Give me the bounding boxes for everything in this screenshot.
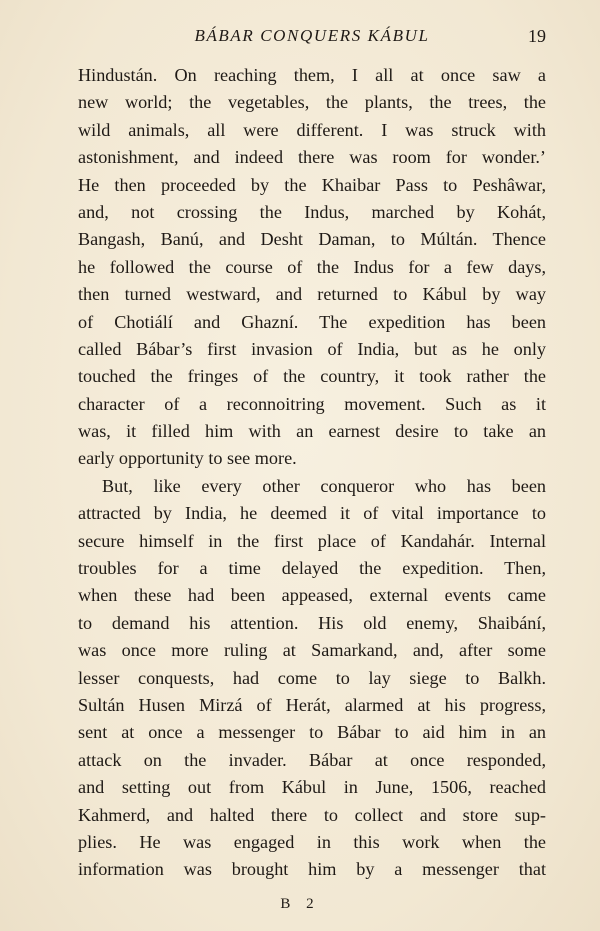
text-line: touched the fringes of the country, it took rather the	[78, 366, 546, 387]
text-line: attack on the invader. Bábar at once responded,	[78, 749, 546, 770]
text-line: new world; the vegetables, the plants, the trees, the	[78, 92, 546, 113]
text-line: to demand his attention. His old enemy, Shaibání,	[78, 612, 546, 633]
running-head	[78, 26, 546, 50]
page-number: 19	[528, 26, 546, 46]
text-line: attracted by India, he deemed it of vital importance to	[78, 503, 546, 524]
text-line: But, like every other conqueror who has been	[102, 475, 546, 496]
text-line: when these had been appeased, external events came	[78, 585, 546, 606]
text-line: astonishment, and indeed there was room for wonder.’	[78, 147, 546, 168]
text-line: secure himself in the first place of Kandahár. Internal	[78, 530, 546, 551]
running-title: BÁBAR CONQUERS KÁBUL	[194, 26, 430, 45]
text-line: of Chotiálí and Ghazní. The expedition has been	[78, 311, 546, 332]
text-line: He then proceeded by the Khaibar Pass to Peshâwar,	[78, 174, 546, 195]
text-line: then turned westward, and returned to Kábul by way	[78, 284, 546, 305]
text-line: Hindustán. On reaching them, I all at once saw a	[78, 65, 546, 85]
text-line: Bangash, Banú, and Desht Daman, to Múltán. Thence	[78, 229, 546, 250]
text-line: called Bábar’s first invasion of India, but as he only	[78, 338, 546, 359]
text-line: he followed the course of the Indus for a few days,	[78, 256, 546, 277]
text-line: Sultán Husen Mirzá of Herát, alarmed at his progress,	[78, 694, 546, 715]
text-line: character of a reconnoitring movement. Such as it	[78, 393, 546, 414]
text-line: and, not crossing the Indus, marched by Kohát,	[78, 201, 546, 222]
text-line: and setting out from Kábul in June, 1506, reached	[78, 777, 546, 798]
text-line: troubles for a time delayed the expedition. Then,	[78, 558, 546, 579]
signature-mark: B 2	[280, 896, 320, 912]
text-line: wild animals, all were different. I was struck with	[78, 119, 546, 140]
text-line: was once more ruling at Samarkand, and, after some	[78, 640, 546, 661]
text-line: sent at once a messenger to Bábar to aid him in an	[78, 722, 546, 743]
body-text	[78, 62, 546, 884]
text-line: lesser conquests, had come to lay siege to Balkh.	[78, 667, 546, 688]
text-line: information was brought him by a messenger that	[78, 859, 546, 880]
text-line: plies. He was engaged in this work when the	[78, 831, 546, 852]
text-line: Kahmerd, and halted there to collect and store sup-	[78, 804, 546, 825]
text-line: early opportunity to see more.	[78, 448, 297, 469]
text-line: was, it filled him with an earnest desire to take an	[78, 421, 546, 442]
